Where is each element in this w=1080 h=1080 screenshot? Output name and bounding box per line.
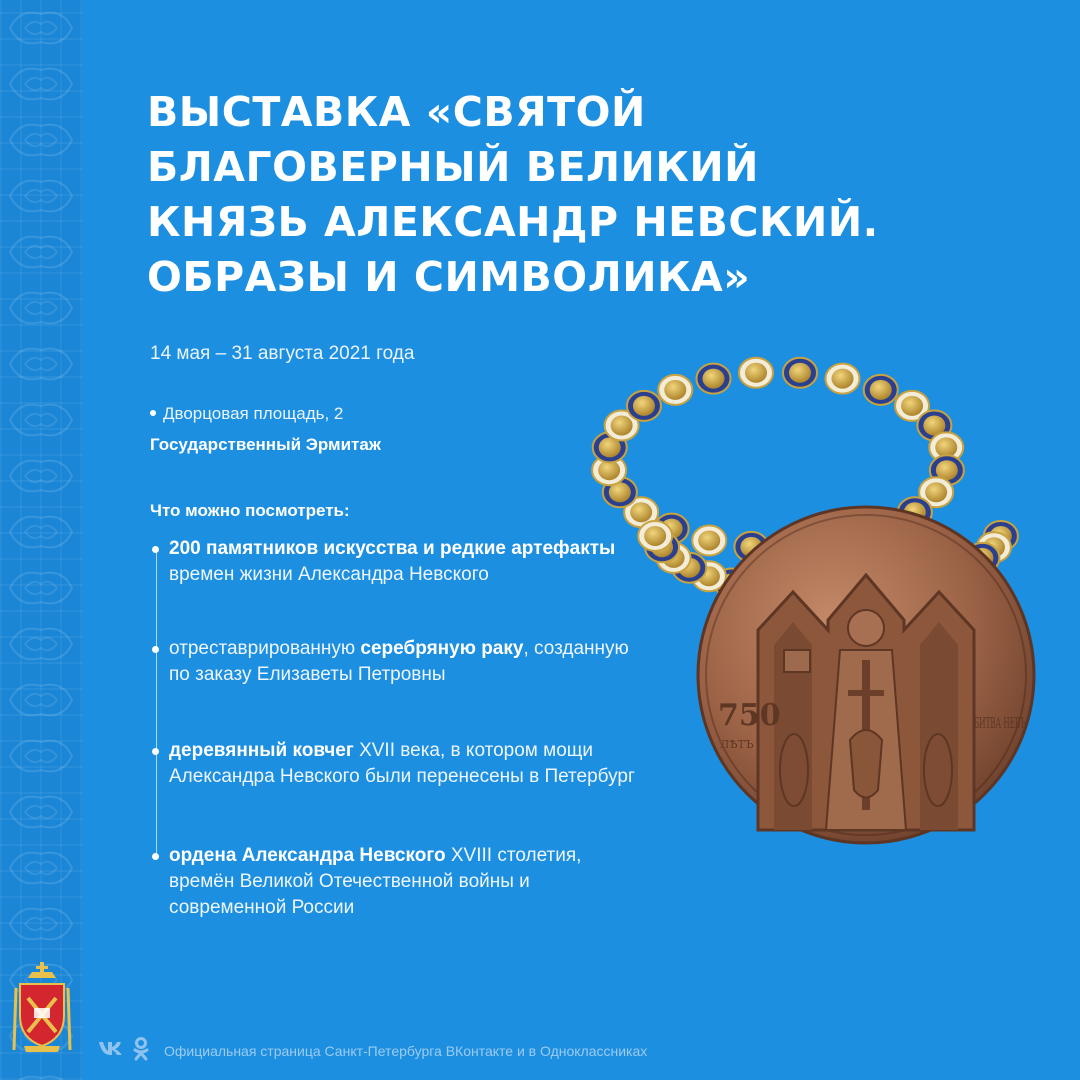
item-bold: 200 памятников искусства и редкие артефакты xyxy=(169,538,616,559)
chain-link xyxy=(783,358,817,388)
item-text: , созданную по заказу Елизаветы Петровны xyxy=(169,638,629,685)
what-to-see-heading: Что можно посмотреть: xyxy=(150,501,350,520)
item-text: времен жизни Александра Невского xyxy=(169,564,489,585)
item-bold: деревянный ковчег xyxy=(169,740,354,761)
location-dot-icon xyxy=(150,410,156,416)
odnoklassniki-icon[interactable] xyxy=(132,1037,150,1061)
medal xyxy=(698,507,1034,843)
coat-of-arms-icon xyxy=(14,958,70,1068)
chain-link xyxy=(864,375,898,405)
footer-text: Официальная страница Санкт-Петербурга ВКонтакте и в Одноклассниках xyxy=(164,1043,648,1059)
item-text: XVIII столетия, времён Великой Отечественной войны и современной России xyxy=(169,845,582,918)
title-line: ВЫСТАВКА «СВЯТОЙ xyxy=(147,88,646,136)
title-line: БЛАГОВЕРНЫЙ ВЕЛИКИЙ xyxy=(147,143,759,191)
item-pre: отреставрированную xyxy=(169,638,361,659)
title-line: ОБРАЗЫ И СИМВОЛИКА» xyxy=(147,253,751,301)
chain-link xyxy=(638,521,672,551)
item-bold: ордена Александра Невского xyxy=(169,845,446,866)
chain-link xyxy=(658,375,692,405)
address-text: Дворцовая площадь, 2 xyxy=(163,404,344,423)
vk-icon[interactable] xyxy=(98,1040,124,1056)
item-text: XVII века, в котором мощи Александра Невского были перенесены в Петербург xyxy=(169,740,635,787)
item-bold: серебряную раку xyxy=(360,638,524,659)
chain-link xyxy=(696,364,730,394)
list-item xyxy=(169,738,639,790)
ornament-pattern xyxy=(0,0,82,1080)
medal-left-sub: ЛѢТЪ xyxy=(720,738,754,751)
bullet-icon xyxy=(152,853,159,860)
chain-link xyxy=(826,364,860,394)
medal-right-text: БИТВА НЕВЪ xyxy=(974,714,1027,732)
venue-name: Государственный Эрмитаж xyxy=(150,435,381,454)
footer xyxy=(0,1020,1080,1080)
page-title xyxy=(147,85,1007,305)
bullet-icon xyxy=(152,546,159,553)
list-item xyxy=(169,536,639,588)
medal-artwork xyxy=(588,360,1048,900)
chain-link xyxy=(627,391,661,421)
title-line: КНЯЗЬ АЛЕКСАНДР НЕВСКИЙ. xyxy=(147,198,879,246)
medal-left-text: 750 xyxy=(718,698,781,733)
chain-link xyxy=(739,358,773,388)
bullet-icon xyxy=(152,646,159,653)
chain-link xyxy=(692,525,726,555)
list-item xyxy=(169,636,639,688)
exhibition-dates: 14 мая – 31 августа 2021 года xyxy=(150,343,415,364)
bullet-icon xyxy=(152,748,159,755)
ornament-strip xyxy=(0,0,82,1080)
timeline-line xyxy=(156,548,157,858)
address xyxy=(150,404,343,424)
list-item xyxy=(169,843,639,921)
